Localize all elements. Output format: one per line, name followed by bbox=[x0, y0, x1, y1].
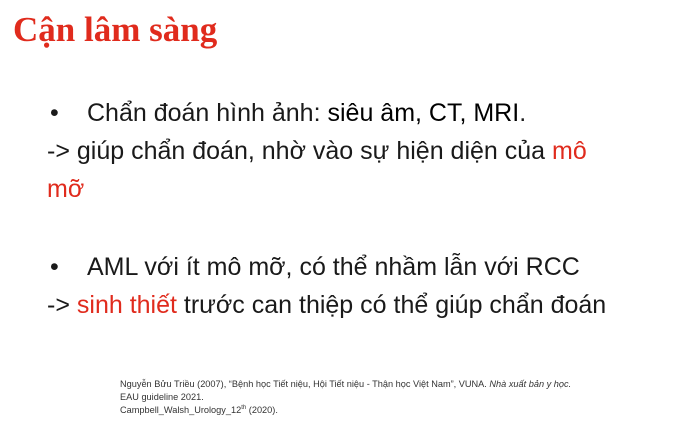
spacer bbox=[47, 208, 679, 248]
imaging-period: . bbox=[519, 99, 527, 127]
reference-1-text: Nguyễn Bửu Triều (2007), “Bệnh học Tiết niệu, Hội Tiết niệu - Thận học Việt Nam”, VUNA. bbox=[120, 379, 490, 389]
diagnosis-text: giúp chẩn đoán, nhờ vào sự hiện diện của bbox=[69, 137, 553, 165]
reference-2-text: EAU guideline 2021. bbox=[120, 392, 204, 402]
reference-3-text: Campbell_Walsh_Urology_12 bbox=[120, 405, 242, 415]
arrow-line-biopsy bbox=[47, 286, 679, 324]
reference-1 bbox=[120, 378, 680, 391]
imaging-lead: Chẩn đoán hình ảnh: bbox=[87, 99, 328, 127]
arrow-line-diagnosis bbox=[47, 132, 679, 170]
reference-3-year: (2020). bbox=[246, 405, 278, 415]
arrow-symbol: -> bbox=[47, 291, 70, 319]
fat-tissue-highlight-1: mô bbox=[552, 137, 587, 165]
reference-1-publisher: Nhà xuất bản y học. bbox=[489, 379, 572, 389]
references bbox=[120, 378, 680, 417]
reference-2 bbox=[120, 391, 680, 404]
slide-body bbox=[47, 94, 679, 324]
reference-3-superscript: th bbox=[241, 404, 247, 411]
biopsy-text: trước can thiệp có thể giúp chẩn đoán bbox=[176, 291, 607, 319]
arrow-symbol: -> bbox=[47, 137, 70, 165]
slide-title: Cận lâm sàng bbox=[13, 10, 218, 49]
fat-tissue-highlight-2: mỡ bbox=[47, 175, 85, 203]
bullet-icon: • bbox=[50, 99, 59, 127]
bullet-text: AML với ít mô mỡ, có thể nhầm lẫn với RCC bbox=[87, 253, 580, 281]
bullet-item-imaging bbox=[47, 94, 679, 132]
biopsy-highlight: sinh thiết bbox=[76, 291, 177, 319]
bullet-item-aml bbox=[47, 248, 679, 286]
bullet-text bbox=[87, 94, 526, 132]
reference-3 bbox=[120, 404, 680, 417]
imaging-modalities: siêu âm, CT, MRI bbox=[327, 99, 520, 127]
arrow-line-diagnosis-cont bbox=[47, 170, 679, 208]
bullet-icon: • bbox=[50, 253, 59, 281]
